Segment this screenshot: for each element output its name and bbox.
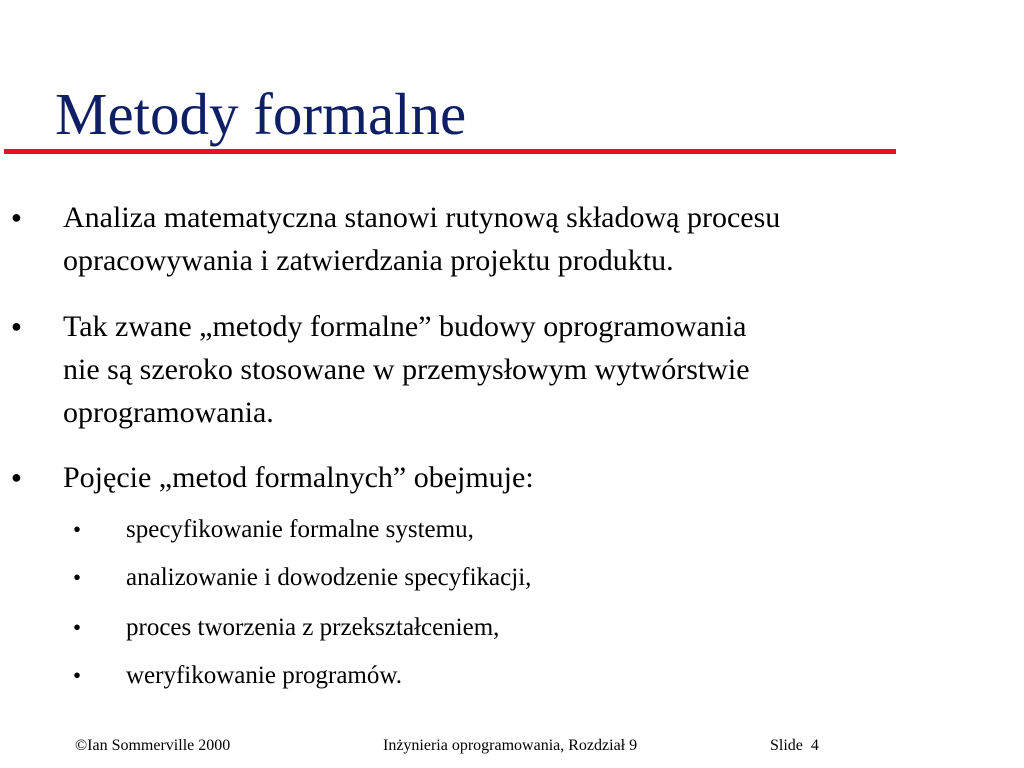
sub-bullet-icon: • [73,615,82,640]
bullet-item [11,456,1021,499]
sub-bullet-text: analizowanie i dowodzenie specyfikacji, [126,564,532,591]
sub-bullet-icon: • [73,565,82,590]
slide-label: Slide [770,737,803,754]
bullet-icon: ● [11,207,22,227]
footer-book-title: Inżynieria oprogramowania, Rozdział 9 [383,737,638,754]
title-underline [4,149,896,154]
footer-copyright: ©Ian Sommerville 2000 [75,737,231,754]
sub-bullet-item [73,610,1006,646]
slide-title: Metody formalne [55,81,467,147]
sub-bullet-icon: • [73,517,82,542]
bullet-text: Analiza matematyczna stanowi rutynową składową procesu opracowywania i zatwierdzania projektu produktu. [63,201,781,277]
sub-bullet-text: weryfikowanie programów. [126,662,403,689]
bullet-text: Pojęcie „metod formalnych” obejmuje: [63,461,534,494]
footer-slide-number [770,735,819,757]
bullet-item [11,305,1021,434]
slide-number: 4 [810,737,819,754]
bullet-icon: ● [11,316,22,336]
bullet-item [11,196,1021,282]
sub-bullet-icon: • [73,663,82,688]
sub-bullet-item [73,512,1006,548]
sub-bullet-item [73,658,1006,694]
sub-bullet-text: proces tworzenia z przekształceniem, [126,614,500,641]
sub-bullet-text: specyfikowanie formalne systemu, [126,516,474,543]
sub-bullet-item [73,560,1006,596]
bullet-text: Tak zwane „metody formalne” budowy oprogramowania nie są szeroko stosowane w przemysłowym wytwórstwie oprogramowania. [63,310,750,429]
bullet-icon: ● [11,467,22,487]
